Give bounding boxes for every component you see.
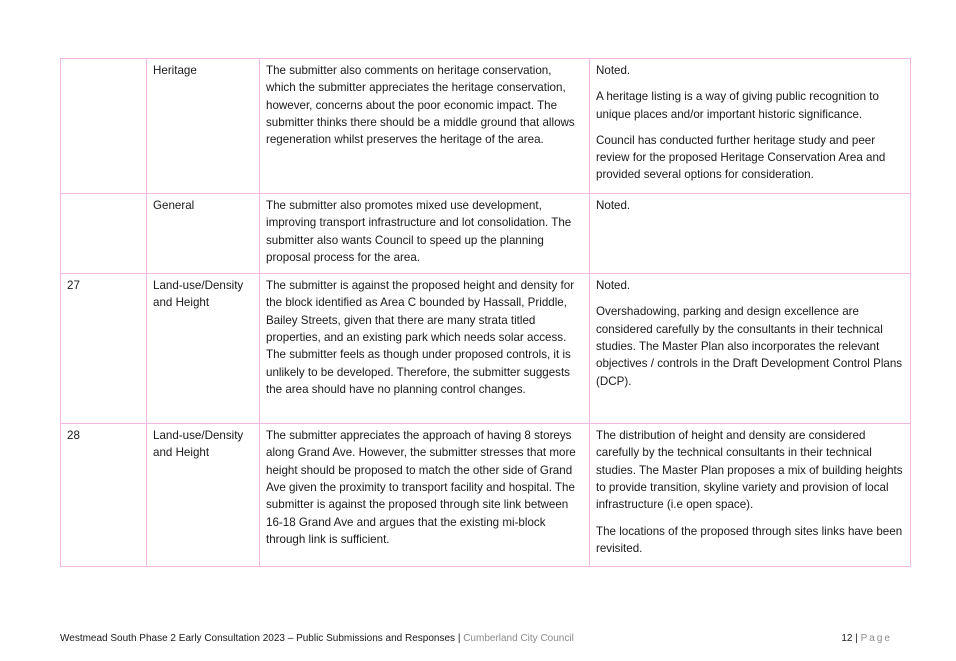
response-paragraph: Overshadowing, parking and design excellence are considered carefully by the consultants in their technical studies. The Master Plan also incorporates the relevant objectives / controls in the Draft Development Control Plans (DCP). (596, 305, 903, 388)
topic-cell: Land-use/Density and Height (147, 274, 260, 424)
submission-cell: The submitter also comments on heritage conservation, which the submitter appreciates the heritage conservation, however, concerns about the poor economic impact. The submitter thinks there should be a middle ground that allows regeneration whilst preserves the heritage of the area. (260, 59, 590, 194)
page-separator: | (852, 633, 861, 644)
response-cell (590, 274, 911, 424)
page-label: Page (860, 633, 892, 644)
submission-cell: The submitter also promotes mixed use development, improving transport infrastructure and lot consolidation. The submitter also wants Council to speed up the planning proposal process for the area. (260, 194, 590, 274)
topic-cell: Heritage (147, 59, 260, 194)
response-paragraph: The distribution of height and density are considered carefully by the technical consultants in their technical studies. The Master Plan proposes a mix of building heights to provide transition, skyline variety and provision of local infrastructure (i.e open space). (596, 429, 903, 512)
footer-document-info (60, 632, 574, 646)
topic-cell: Land-use/Density and Height (147, 424, 260, 567)
response-paragraph: Noted. (596, 199, 631, 212)
submission-cell: The submitter is against the proposed height and density for the block identified as Area C bounded by Hassall, Priddle, Bailey Streets, given that there are many strata titled properties, and an existing park which needs solar access. The submitter feels as though under proposed controls, it is unlikely to be developed. Therefore, the submitter suggests the area should have no planning control changes. (260, 274, 590, 424)
table-row (61, 274, 911, 424)
response-paragraph: Noted. (596, 279, 631, 293)
page-footer (60, 632, 910, 648)
response-paragraph: Noted. (596, 64, 631, 77)
response-paragraph: Council has conducted further heritage study and peer review for the proposed Heritage Conservation Area and provided several options for consideration. (596, 133, 886, 182)
submission-number-cell: 27 (61, 274, 147, 424)
footer-document-title: Westmead South Phase 2 Early Consultation 2023 – Public Submissions and Responses (60, 633, 456, 644)
response-cell (590, 59, 911, 194)
response-cell (590, 424, 911, 567)
footer-page-info (841, 632, 892, 646)
submission-number-cell: 28 (61, 424, 147, 567)
topic-cell: General (147, 194, 260, 274)
footer-organisation: Cumberland City Council (463, 633, 574, 644)
table-row (61, 194, 911, 274)
response-paragraph: A heritage listing is a way of giving public recognition to unique places and/or important historic significance. (596, 90, 879, 121)
submission-number-cell (61, 59, 147, 194)
submission-cell: The submitter appreciates the approach of having 8 storeys along Grand Ave. However, the submitter stresses that more height should be proposed to match the other side of Grand Ave given the proximity to transport facility and hospital. The submitter is against the proposed through site link between 16-18 Grand Ave and argues that the existing mi-block through link is sufficient. (260, 424, 590, 567)
table-row (61, 424, 911, 567)
response-cell (590, 194, 911, 274)
response-paragraph: The locations of the proposed through sites links have been revisited. (596, 524, 903, 555)
page-number: 12 (841, 633, 853, 644)
submissions-table (60, 58, 911, 567)
footer-separator: | (455, 633, 464, 644)
table-row (61, 59, 911, 194)
submission-number-cell (61, 194, 147, 274)
